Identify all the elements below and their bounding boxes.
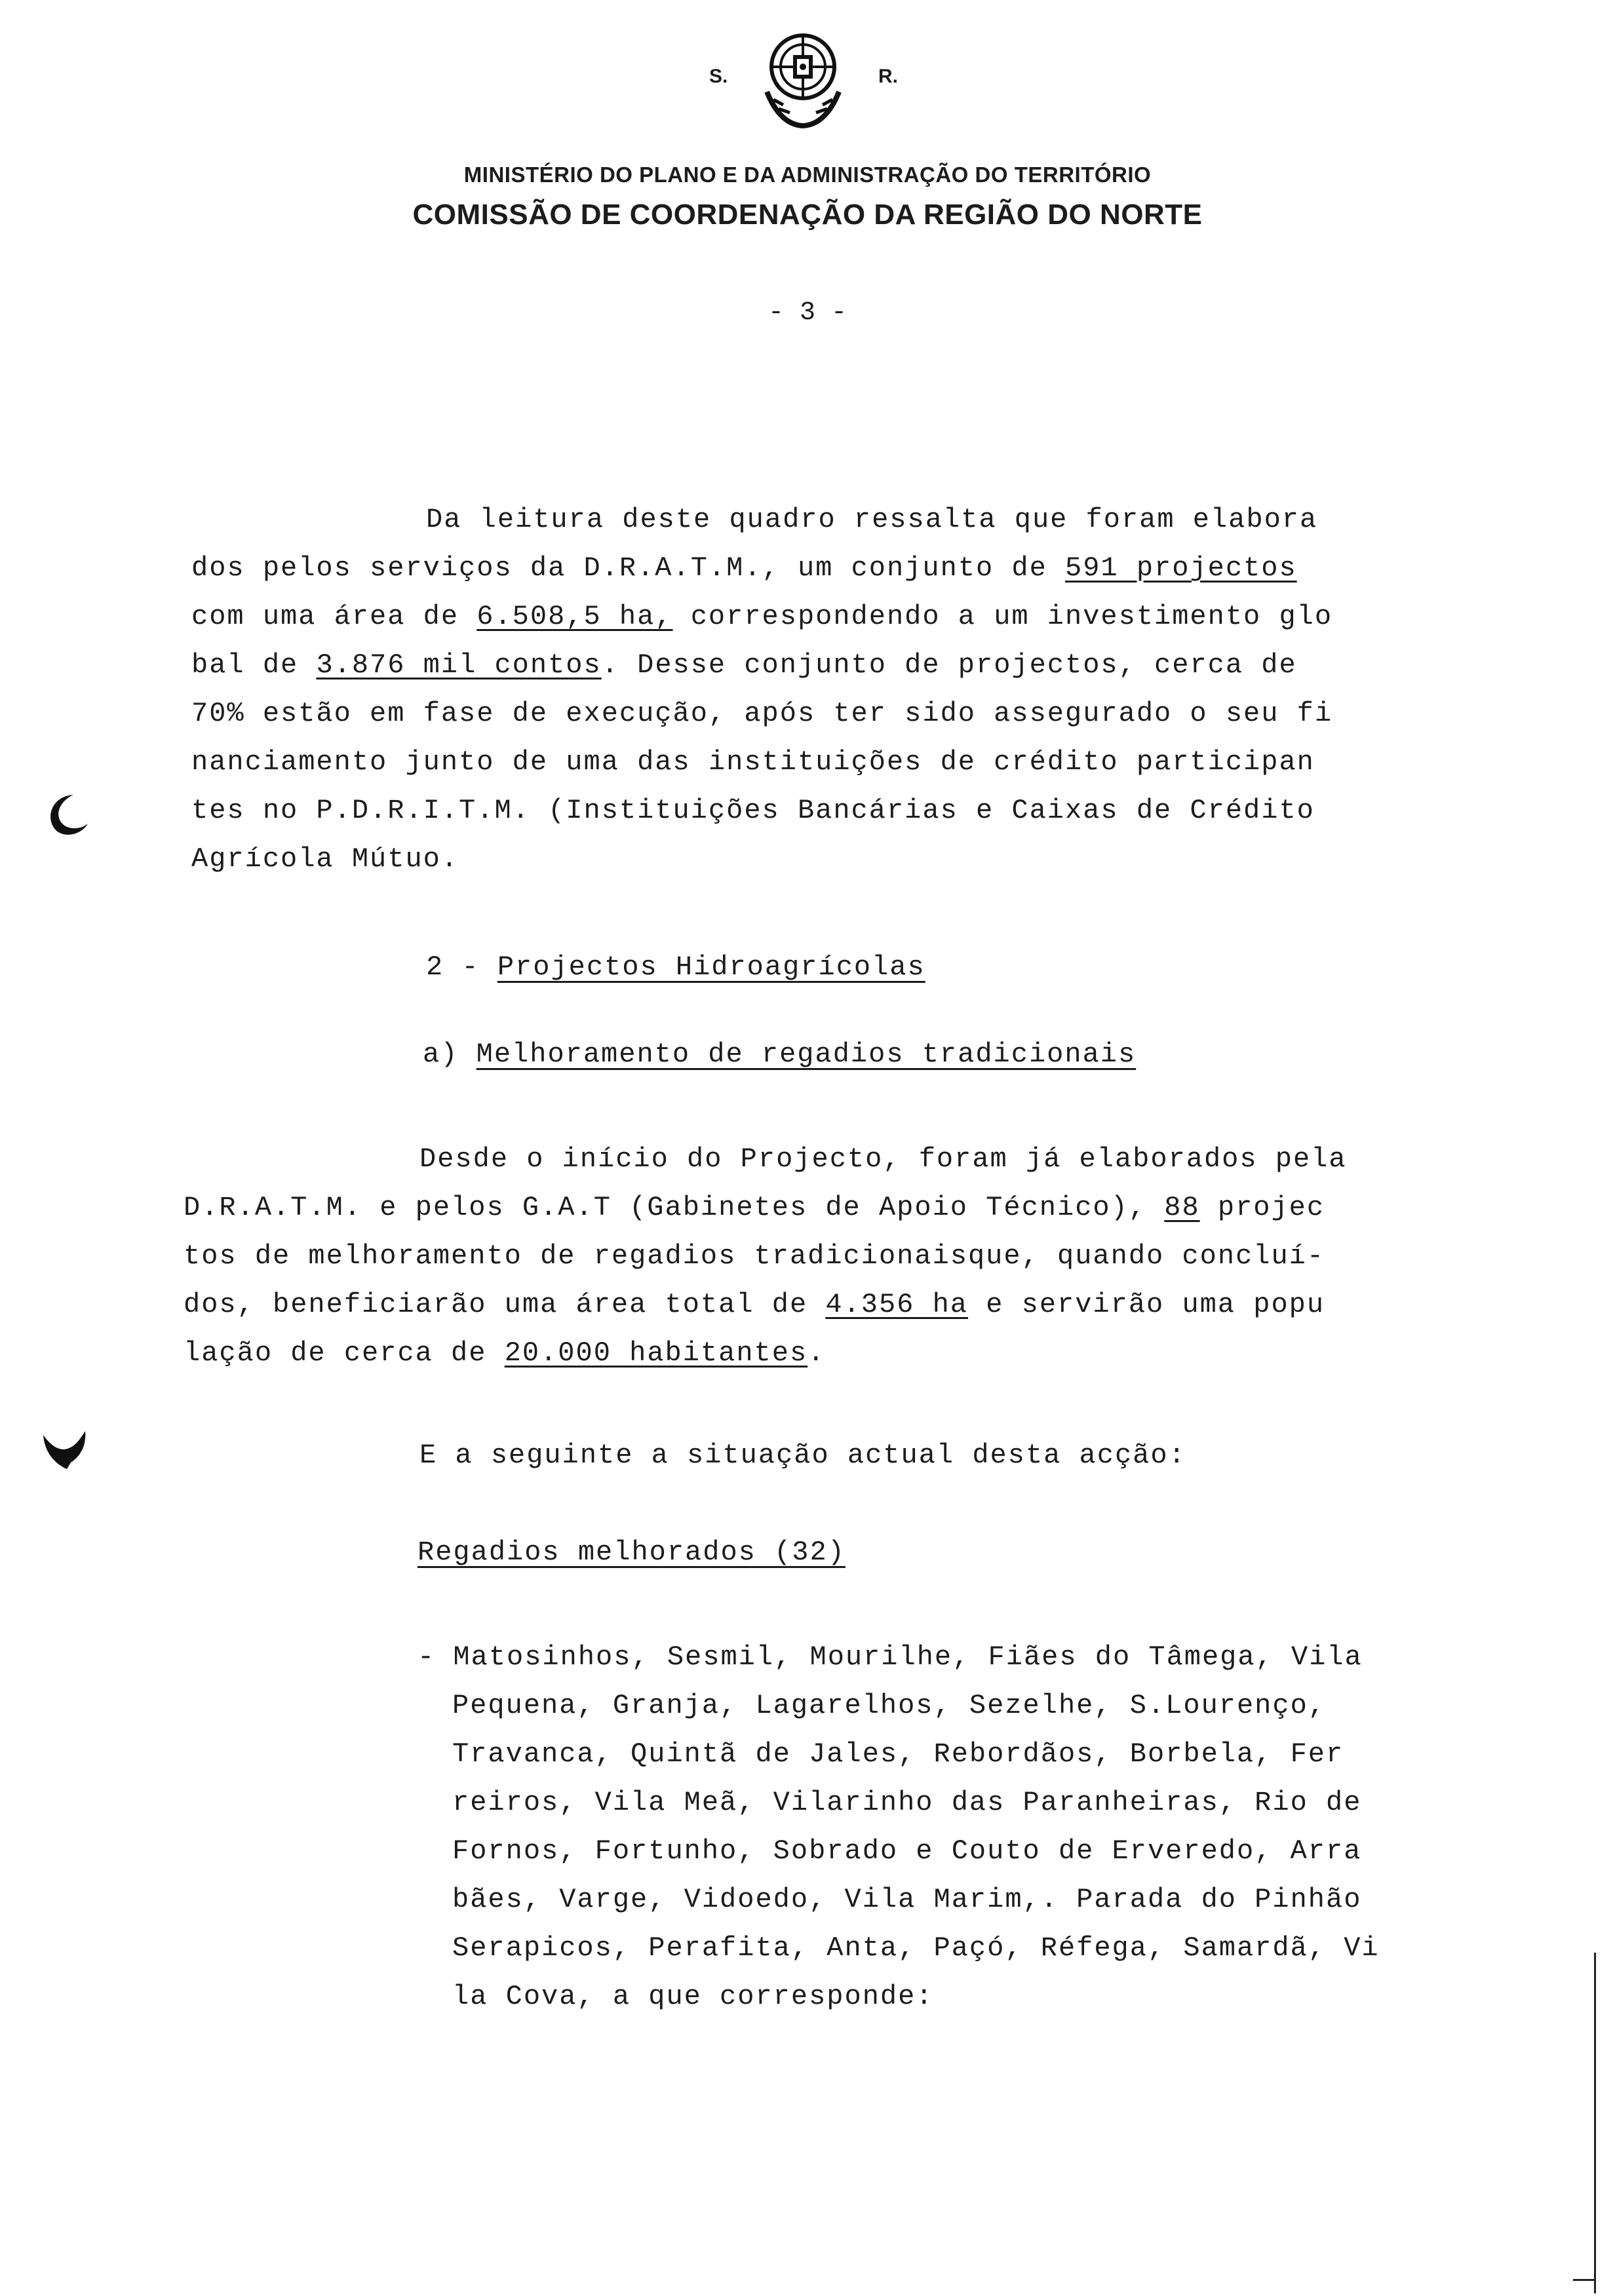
projects-count: 591 projectos (1065, 552, 1297, 584)
list-item: Pequena, Granja, Lagarelhos, Sezelhe, S.Lourenço, (452, 1690, 1327, 1721)
list-item: la Cova, a que corresponde: (452, 1981, 934, 2012)
intro-line: Agrícola Mútuo. (191, 843, 459, 875)
commission-title: COMISSÃO DE COORDENAÇÃO DA REGIÃO DO NORTE (412, 199, 1203, 231)
regadios-heading: Regadios melhorados (32) (418, 1537, 846, 1568)
total-area: 4.356 ha (825, 1289, 968, 1320)
punch-hole-mark-icon (41, 790, 93, 842)
list-item: reiros, Vila Meã, Vilarinho das Paranheiras, Rio de (452, 1787, 1362, 1818)
investment-value: 3.876 mil contos (316, 649, 602, 681)
situation-line: E a seguinte a situação actual desta acção: (419, 1440, 1186, 1471)
page-edge-line (1594, 1953, 1596, 2293)
coat-of-arms-icon (754, 26, 852, 131)
paragraph-line: D.R.A.T.M. e pelos G.A.T (Gabinetes de Apoio Técnico), 88 projec (184, 1192, 1325, 1223)
intro-line: nanciamento junto de uma das instituições de crédito participan (191, 746, 1315, 778)
punch-hole-mark-icon (38, 1422, 90, 1474)
paragraph-line: lação de cerca de 20.000 habitantes. (184, 1337, 826, 1369)
paragraph-line: dos, beneficiarão uma área total de 4.356 ha e servirão uma popu (184, 1289, 1325, 1320)
section-title: Projectos Hidroagrícolas (497, 951, 925, 983)
list-item: bães, Varge, Vidoedo, Vila Marim,. Parada do Pinhão (452, 1884, 1362, 1915)
page-number: - 3 - (768, 298, 847, 328)
subsection-heading: a) Melhoramento de regadios tradicionais (423, 1039, 1137, 1070)
list-item: - Matosinhos, Sesmil, Mourilhe, Fiães do Tâmega, Vila (418, 1641, 1363, 1673)
list-item: Fornos, Fortunho, Sobrado e Couto de Erveredo, Arra (452, 1835, 1362, 1867)
population: 20.000 habitantes (504, 1337, 808, 1369)
intro-line: 70% estão em fase de execução, após ter sido assegurado o seu fi (191, 698, 1333, 729)
paragraph-line: tos de melhoramento de regadios tradicionaisque, quando concluí- (184, 1240, 1325, 1272)
list-item: Serapicos, Perafita, Anta, Paçó, Réfega, Samardã, Vi (452, 1932, 1380, 1964)
subsection-title: Melhoramento de regadios tradicionais (476, 1039, 1137, 1070)
section-heading: 2 - Projectos Hidroagrícolas (426, 951, 925, 983)
page-edge-line (1573, 2279, 1594, 2281)
paragraph-line: Desde o início do Projecto, foram já elaborados pela (419, 1143, 1347, 1175)
projects-88: 88 (1164, 1192, 1200, 1223)
intro-line: Da leitura deste quadro ressalta que foram elaborа (426, 504, 1318, 535)
list-item: Travanca, Quintã de Jales, Rebordãos, Borbela, Fer (452, 1738, 1344, 1770)
intro-line: dos pelos serviços da D.R.A.T.M., um conjunto de 591 projectos (191, 552, 1297, 584)
ministry-title: MINISTÉRIO DO PLANO E DA ADMINISTRAÇÃO DO TERRITÓRIO (463, 163, 1152, 187)
intro-line: tes no P.D.R.I.T.M. (Instituições Bancárias e Caixas de Crédito (191, 795, 1315, 826)
seal-right-letter: R. (878, 66, 898, 87)
intro-line: com uma área de 6.508,5 ha, correspondendo a um investimento glo (191, 601, 1333, 632)
intro-line: bal de 3.876 mil contos. Desse conjunto de projectos, cerca de (191, 649, 1297, 681)
seal-left-letter: S. (709, 66, 728, 87)
area-value: 6.508,5 ha, (477, 601, 673, 632)
